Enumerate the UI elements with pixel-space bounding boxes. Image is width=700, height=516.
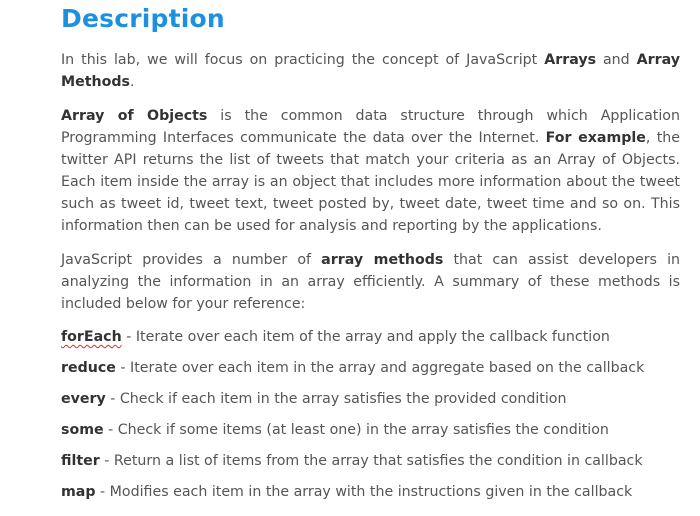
am-text-1: JavaScript provides a number of bbox=[61, 252, 322, 268]
list-item bbox=[61, 451, 680, 471]
method-description: - Modifies each item in the array with the instructions given in the callback bbox=[95, 484, 633, 500]
intro-text-3: . bbox=[129, 74, 135, 90]
array-methods-paragraph bbox=[61, 249, 680, 315]
method-name: some bbox=[61, 422, 104, 438]
list-item bbox=[61, 327, 680, 347]
intro-text-2: and bbox=[596, 52, 637, 68]
list-item bbox=[61, 420, 680, 440]
method-description: - Iterate over each item in the array and aggregate based on the callback bbox=[115, 360, 645, 376]
aoo-text-1: is the common data structure through which Application Programming Interfaces communicate the data over the Internet. bbox=[61, 108, 680, 146]
aoo-bold-term: Array of Objects bbox=[61, 108, 208, 124]
method-description: - Check if each item in the array satisfies the provided condition bbox=[105, 391, 567, 407]
array-of-objects-paragraph bbox=[61, 105, 680, 237]
method-name: every bbox=[61, 391, 106, 407]
method-name: forEach bbox=[61, 329, 122, 345]
intro-bold-arrays: Arrays bbox=[544, 52, 597, 68]
aoo-bold-example: For example bbox=[545, 130, 646, 146]
aoo-text-2: , the twitter API returns the list of tweets that match your criteria as an Array of Objects. Each item inside the array is an object that includes more information about the tweet such as tweet id, tweet text, tweet posted by, tweet date, tweet time and so on. This information then can be used for analysis and reporting by the applications. bbox=[61, 130, 680, 234]
methods-list bbox=[61, 327, 680, 502]
am-bold-term: array methods bbox=[321, 252, 444, 268]
intro-paragraph bbox=[61, 49, 680, 93]
method-name: reduce bbox=[61, 360, 116, 376]
list-item bbox=[61, 358, 680, 378]
method-description: - Iterate over each item of the array and apply the callback function bbox=[121, 329, 610, 345]
intro-text-1: In this lab, we will focus on practicing the concept of JavaScript bbox=[61, 52, 545, 68]
method-name: map bbox=[61, 484, 96, 500]
list-item bbox=[61, 389, 680, 409]
method-name: filter bbox=[61, 453, 100, 469]
method-description: - Check if some items (at least one) in the array satisfies the condition bbox=[103, 422, 609, 438]
method-description: - Return a list of items from the array that satisfies the condition in callback bbox=[99, 453, 643, 469]
intro-bold-array-methods: Array Methods bbox=[61, 52, 680, 90]
page-title: Description bbox=[61, 4, 225, 33]
am-text-2: that can assist developers in analyzing the information in an array efficiently. A summary of these methods is included below for your reference: bbox=[61, 252, 681, 312]
list-item bbox=[61, 482, 680, 502]
